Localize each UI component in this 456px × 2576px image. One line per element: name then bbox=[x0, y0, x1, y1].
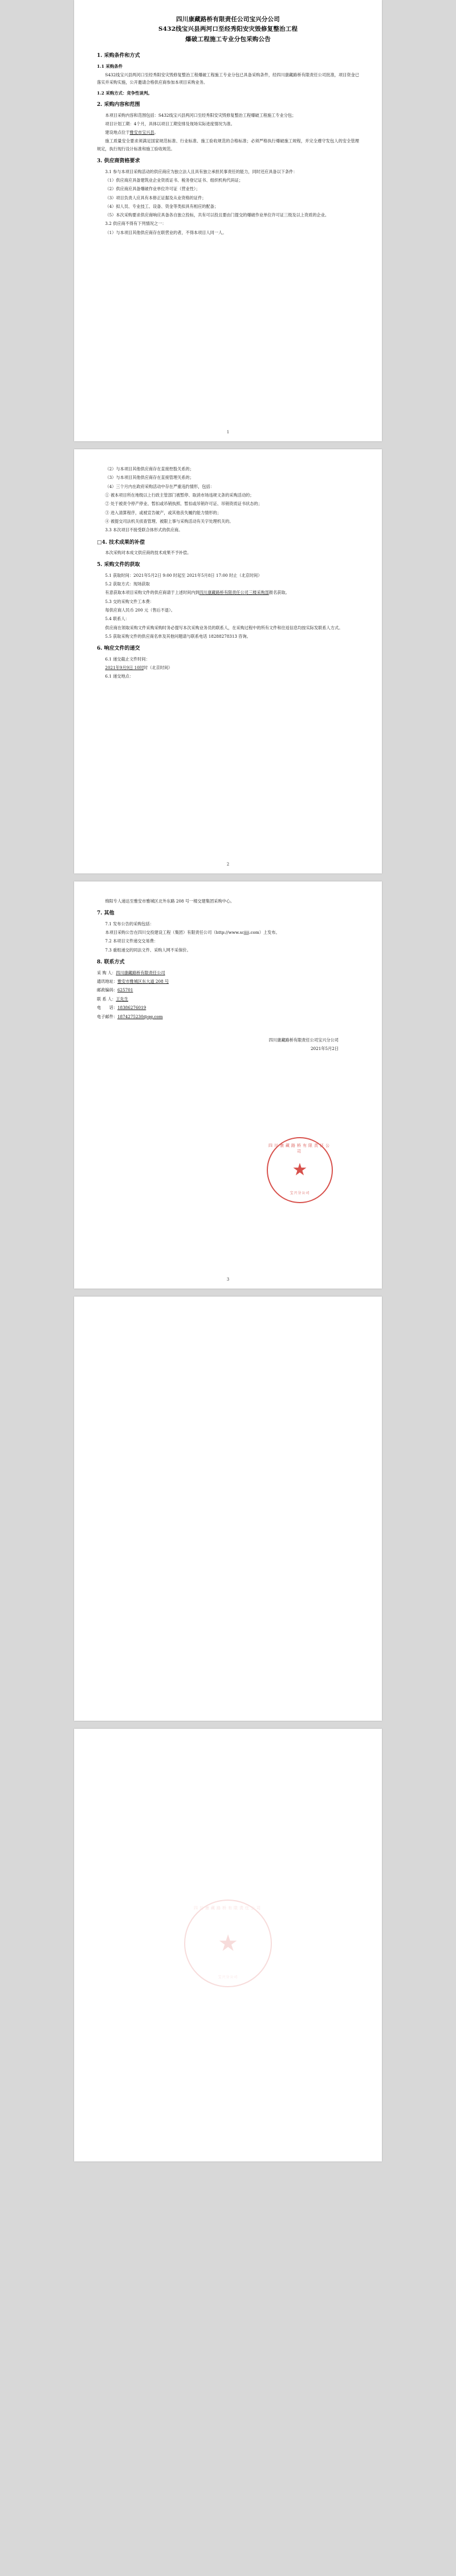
document-page-3 bbox=[74, 881, 382, 1289]
p3-line-1: 7. 其他 bbox=[97, 910, 115, 917]
p1-line-2-4: （4）拟人员、专业技工、设备、资金等类拟具有相应的配备； bbox=[105, 203, 219, 209]
p1-line-2-2: （2）供应商应具备爆破作业单位许可证（营业性）； bbox=[105, 186, 200, 192]
p3-line-8: 通讯地址：雅安市雅城区东大道 208 号 bbox=[97, 978, 169, 984]
signature-date: 2021年5月2日 bbox=[310, 1046, 339, 1052]
document-page-2 bbox=[74, 449, 382, 873]
title-line-3: 爆破工程施工专业分包采购公告 bbox=[185, 35, 271, 43]
p2-line-2: （4）三个月内在政府采购活动中存在严重违约情形，包括： bbox=[105, 483, 214, 489]
p3-line-2: 7.1 发布公告的采购包括： bbox=[105, 921, 154, 926]
section-heading-0: 1. 采购条件和方式 bbox=[97, 52, 140, 59]
p2-line-11: 5.1 获取时间：2021年5月2日 9:00 时起至 2021年5月8日 17:00 时止（北京时间） bbox=[105, 572, 262, 578]
page-1-body bbox=[97, 52, 359, 236]
p2-line-3: ① 被本项目所在地级以上行政主管部门被暂停、取消市场违规文条的采购活动的； bbox=[105, 492, 254, 498]
page-3-body bbox=[97, 897, 359, 1021]
p2-line-10: 5. 采购文件的获取 bbox=[97, 562, 140, 568]
document-page-5 bbox=[74, 1729, 382, 2161]
section-heading-1: 2. 采购内容和范围 bbox=[97, 102, 140, 108]
p2-line-9: 本次采购对本成文供应商的技术成果不予补偿。 bbox=[105, 550, 192, 555]
document-title bbox=[97, 15, 359, 44]
p1-line-0-0: 1.1 采购条件 bbox=[97, 64, 123, 69]
p3-line-9: 邮政编码：625701 bbox=[97, 987, 133, 993]
signature-block bbox=[97, 1036, 359, 1053]
p2-line-4: ② 处于被责令停产停业、暂扣或吊销执照、暂扣或吊销许可证、吊销资质证书状态的； bbox=[105, 501, 262, 507]
seal-bottom-text: 宝兴分公司 bbox=[290, 1191, 310, 1195]
title-line-1: 四川康藏路桥有限责任公司宝兴分公司 bbox=[176, 16, 280, 23]
p1-line-0-1: S432线宝兴县两河口至经秀阳安灾毁修复整治工程爆破工程施工专业分包已具备采购条件，经四川康藏路桥有限责任公司批准，项目资金已落实并采购实施，公开邀请合格供应商参加本项目采购业务。 bbox=[97, 72, 359, 85]
page-number-1: 1 bbox=[226, 430, 230, 434]
p2-line-7: 3.3 本次项目不接受联合体形式的供应商。 bbox=[105, 527, 183, 533]
page-2-body bbox=[97, 465, 359, 680]
p2-line-14: 5.3 交的采购文件工本费： bbox=[105, 598, 154, 604]
p1-line-1-0: 本项目采购内容和范围包括：S432线宝兴县两河口至经秀阳安灾毁修复整治工程爆破工程施工专业分包； bbox=[105, 112, 296, 118]
p3-line-12: 电子邮件：1874275230@qq.com bbox=[97, 1014, 163, 1019]
p3-line-4: 7.2 本项目文件递交交易费： bbox=[105, 938, 158, 944]
seal-top-text: 四川康藏路桥有限责任公司 bbox=[268, 1143, 331, 1154]
p3-line-5: 7.3 重组递交的同法文件、采购人网不采保价。 bbox=[105, 947, 191, 953]
p2-line-22: 6.1 递交地点： bbox=[105, 674, 134, 679]
p2-line-16: 5.4 联系人： bbox=[105, 616, 129, 622]
p2-line-8: □4. 技术成果的补偿 bbox=[97, 539, 145, 545]
section-heading-2: 3. 供应商资格要求 bbox=[97, 158, 140, 165]
p2-line-6: ④ 被提交司法机关侦查管理、被限上事与采购活动有关字处理机关的。 bbox=[105, 518, 234, 524]
watermark-top-text: 四川康藏路桥有限责任公司 bbox=[194, 1906, 262, 1910]
p3-line-6: 8. 联系方式 bbox=[97, 959, 125, 966]
p1-line-1-3: 施工质量安全要求须满足国家规范标准、行业标准、施工验收规范的合格标准；必须严格执行爆破施工规程，并完全遵守发包人的安全管理规定，执行现行设计标准和施工验收规范。 bbox=[97, 138, 359, 151]
p2-line-21: 2021年9月9日 10时时（北京时间） bbox=[105, 665, 173, 671]
signature-company: 四川康藏路桥有限责任公司宝兴分公司 bbox=[268, 1037, 339, 1043]
watermark-bottom-text: 宝兴分公司 bbox=[218, 1975, 238, 1979]
seal-star-icon: ★ bbox=[292, 1160, 308, 1180]
p3-line-0: 绵阳专人递达至雅安市雅城区北外东路 208 号一楼交建集团采购中心。 bbox=[105, 899, 235, 904]
p2-line-18: 5.5 获取采购文件的供应商名单及其他问题请与联系电话 18288278313 咨询。 bbox=[105, 634, 251, 639]
page-number-2: 2 bbox=[226, 862, 230, 867]
p1-line-1-1: 项目计划工期：4个月，具体以项目工期安排及现场实际进度情况为准。 bbox=[105, 121, 235, 126]
company-seal-icon bbox=[267, 1137, 333, 1203]
title-line-2: S432线宝兴县两河口至经秀阳安灾毁修复整治工程 bbox=[158, 26, 298, 33]
document-page-4 bbox=[74, 1297, 382, 1721]
p3-line-3: 本项目采购公告在四川交投建设工程（集团）有限责任公司（http://www.scjjjj.com）上发布。 bbox=[105, 930, 280, 936]
p2-line-20: 6.1 递交截止文件时间： bbox=[105, 656, 150, 662]
p1-line-2-3: （3）项目负责人应具有本修正证据及从业资格的证件； bbox=[105, 195, 206, 200]
p3-line-11: 电 话：18386276019 bbox=[97, 1005, 146, 1011]
p2-line-1: （3）与本项目其他供应商存在直接管理关系的； bbox=[105, 475, 194, 481]
p2-line-15: 每供应商人民币 200 元（售后不退）。 bbox=[105, 608, 175, 613]
p2-line-17: 供应商在领取采购文件采购采购时务必提写本次采购业务员的联系人，在采购过程中的所有文件和往返信息均按实际发联系人方式。 bbox=[105, 625, 343, 630]
p2-line-13: 有意获取本项目采购文件的供应商请于上述时间内到四川康藏路桥有限责任公司三楼采购部报名获取。 bbox=[105, 590, 290, 596]
p2-line-0: （2）与本项目其他供应商存在直接控股关系的； bbox=[105, 466, 194, 471]
p1-line-2-0: 3.1 参与本项目采购活动的供应商应为独立法人且具有独立承担民事责任的能力，同时还应具备以下条件： bbox=[105, 169, 298, 174]
p1-line-2-6: 3.2 供应商不得有下列情况之一： bbox=[105, 221, 166, 227]
p1-line-2-1: （1）供应商应具备建筑业企业资质证书、税务登记证书、组织机构代码证； bbox=[105, 177, 243, 183]
p1-line-0-2: 1.2 采购方式：竞争性谈判。 bbox=[97, 90, 152, 96]
p1-line-2-7: （1）与本项目其他供应商存在联营业的者，不得本项目人同一人。 bbox=[105, 229, 227, 235]
p3-line-7: 采 购 人：四川康藏路桥有限责任公司 bbox=[97, 970, 165, 975]
p1-line-1-2: 建设地点位于雅安市宝兴县。 bbox=[105, 130, 158, 136]
p2-line-19: 6. 响应文件的递交 bbox=[97, 646, 140, 652]
page-number-3: 3 bbox=[226, 1277, 230, 1282]
p2-line-5: ③ 进入清算程序，或被宣告破产，或其他丧失履约能力情形的； bbox=[105, 510, 221, 515]
p1-line-2-5: （5）本次采购要求供应商响应具备各自独立投标，共有可以投且要由门提交的爆破作业单位许可证三级及以上资质的企业。 bbox=[105, 212, 329, 218]
document-page-1 bbox=[74, 0, 382, 441]
p3-line-10: 联 系 人：王先生 bbox=[97, 996, 128, 1002]
watermark-star-icon: ★ bbox=[218, 1930, 238, 1956]
watermark-seal-icon bbox=[184, 1900, 272, 1987]
p2-line-12: 5.2 获取方式：现场获取 bbox=[105, 581, 150, 587]
